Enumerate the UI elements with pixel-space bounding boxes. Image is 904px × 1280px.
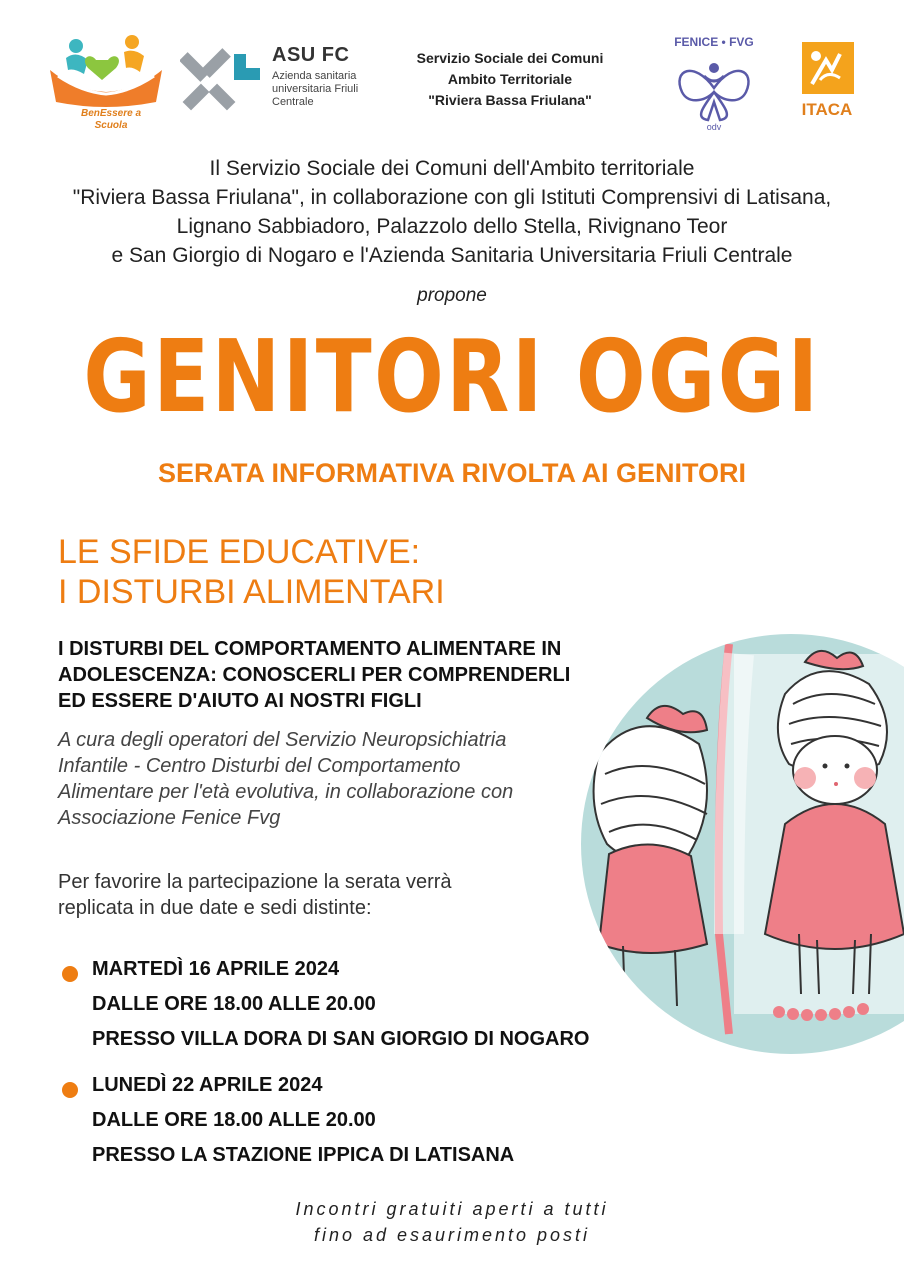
intro-line-1: Il Servizio Sociale dei Comuni dell'Ambito territoriale — [209, 157, 695, 180]
event-time: DALLE ORE 18.00 ALLE 20.00 — [92, 1109, 376, 1131]
bullet-dot-icon — [62, 1082, 78, 1098]
topic-line-3: ED ESSERE D'AIUTO AI NOSTRI FIGLI — [58, 690, 422, 712]
benessere-label: BenEssere a Scuola — [80, 108, 142, 131]
event-item — [58, 958, 698, 1058]
topic-heading — [58, 636, 658, 714]
footer-note — [0, 1196, 904, 1248]
servizio-line-3: "Riviera Bassa Friulana" — [428, 92, 592, 108]
asu-subtitle: Azienda sanitaria universitaria Friuli Centrale — [272, 70, 359, 108]
replica-note — [58, 869, 578, 921]
topic-line-1: I DISTURBI DEL COMPORTAMENTO ALIMENTARE IN — [58, 638, 562, 660]
event-date: LUNEDÌ 22 APRILE 2024 — [92, 1074, 323, 1096]
subtitle: SERATA INFORMATIVA RIVOLTA AI GENITORI — [158, 458, 746, 488]
asu-fc-logo — [180, 44, 270, 114]
event-place: PRESSO LA STAZIONE IPPICA DI LATISANA — [92, 1144, 515, 1166]
intro-line-4: e San Giorgio di Nogaro e l'Azienda Sanitaria Universitaria Friuli Centrale — [111, 244, 793, 267]
itaca-label: ITACA — [801, 100, 853, 119]
curated-by-text — [58, 727, 578, 831]
fenice-label: FENICE • FVG — [674, 35, 754, 49]
servizio-line-1: Servizio Sociale dei Comuni — [416, 50, 604, 66]
note-line-2: replicata in due date e sedi distinte: — [58, 897, 372, 919]
intro-line-2: "Riviera Bassa Friulana", in collaborazione con gli Istituti Comprensivi di Latisana, — [72, 186, 832, 209]
curated-line-3: Alimentare per l'età evolutiva, in collaborazione con — [58, 781, 514, 803]
event-item — [58, 1074, 698, 1174]
propone-label: propone — [417, 285, 487, 306]
fenice-odv: odv — [706, 122, 722, 130]
servizio-line-2: Ambito Territoriale — [447, 71, 573, 87]
section-title-line-2: I DISTURBI ALIMENTARI — [58, 573, 445, 611]
curated-line-2: Infantile - Centro Disturbi del Comportamento — [58, 755, 461, 777]
event-time: DALLE ORE 18.00 ALLE 20.00 — [92, 993, 376, 1015]
note-line-1: Per favorire la partecipazione la serata verrà — [58, 871, 452, 893]
main-title: GENITORI OGGI — [83, 318, 821, 435]
footer-line-2: fino ad esaurimento posti — [313, 1225, 591, 1245]
curated-line-1: A cura degli operatori del Servizio Neuropsichiatria — [58, 729, 507, 751]
servizio-sociale-header — [390, 48, 630, 111]
section-title — [58, 532, 578, 612]
section-title-line-1: LE SFIDE EDUCATIVE: — [58, 533, 421, 571]
asu-title: ASU FC — [272, 44, 350, 66]
intro-paragraph — [30, 154, 874, 270]
curated-line-4: Associazione Fenice Fvg — [58, 807, 281, 829]
intro-line-3: Lignano Sabbiadoro, Palazzolo dello Stella, Rivignano Teor — [176, 215, 728, 238]
event-place: PRESSO VILLA DORA DI SAN GIORGIO DI NOGARO — [92, 1028, 590, 1050]
fenice-fvg-logo — [664, 30, 764, 130]
topic-line-2: ADOLESCENZA: CONOSCERLI PER COMPRENDERLI — [58, 664, 571, 686]
footer-line-1: Incontri gratuiti aperti a tutti — [295, 1199, 609, 1219]
event-date: MARTEDÌ 16 APRILE 2024 — [92, 958, 340, 980]
bullet-dot-icon — [62, 966, 78, 982]
